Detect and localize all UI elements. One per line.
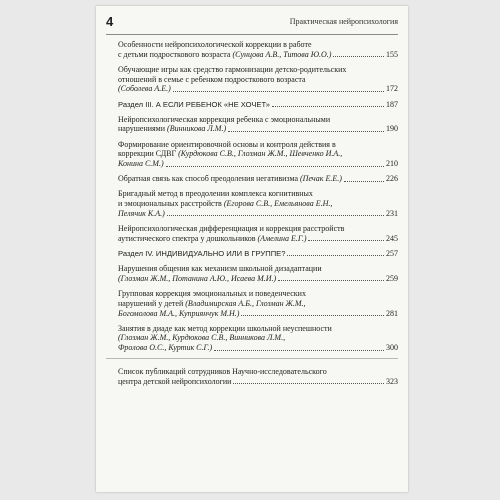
toc-page-number: 172 <box>386 84 398 94</box>
toc-line <box>118 377 398 387</box>
toc-line <box>118 149 398 159</box>
toc-page-number: 155 <box>386 49 398 59</box>
toc-line-text <box>118 333 285 343</box>
toc-line <box>118 100 398 110</box>
toc-authors: Пелячик К.А.) <box>118 208 165 218</box>
toc-line-text <box>118 324 332 334</box>
toc-page-number: 257 <box>386 248 398 258</box>
dot-leader <box>241 309 384 316</box>
toc-authors: (Печак Е.Е.) <box>300 174 342 184</box>
toc-title-text: Раздел IV. ИНДИВИДУАЛЬНО ИЛИ В ГРУППЕ? <box>118 248 286 258</box>
dot-leader <box>214 343 384 350</box>
toc-line-text <box>118 149 342 159</box>
toc-title-text: Обучающие игры как средство гармонизации детско-родительских <box>118 64 347 74</box>
toc-entry <box>118 140 398 169</box>
header-rule <box>106 34 398 35</box>
toc-line <box>118 289 398 299</box>
toc-title-text: Бригадный метод в преодолении комплекса когнитивных <box>118 189 313 199</box>
toc-page-number: 231 <box>386 208 398 218</box>
dot-leader <box>228 124 384 131</box>
toc-title-text: нарушений у детей <box>118 298 186 308</box>
toc-line <box>118 234 398 244</box>
toc-line <box>118 333 398 343</box>
toc-page-number: 187 <box>386 99 398 109</box>
toc-title-text: Раздел III. А ЕСЛИ РЕБЕНОК «НЕ ХОЧЕТ» <box>118 99 270 109</box>
toc-line <box>118 343 398 353</box>
toc-line <box>118 124 398 134</box>
toc-authors: (Глозман Ж.М., Курдюкова С.В., Винникова Л.М., <box>118 333 286 343</box>
toc-authors: (Винникова Л.М.) <box>167 124 227 134</box>
toc-line-text <box>118 377 231 387</box>
toc-line <box>118 65 398 75</box>
toc-page-number: 245 <box>386 233 398 243</box>
toc-line-text <box>118 174 342 184</box>
toc-line <box>118 264 398 274</box>
toc-title-text: Занятия в диаде как метод коррекции школьной неуспешности <box>118 323 332 333</box>
toc-line <box>118 50 398 60</box>
toc-page-number: 300 <box>386 343 398 353</box>
toc-line-text <box>118 343 212 353</box>
toc-entry <box>118 289 398 318</box>
toc-page-number: 259 <box>386 273 398 283</box>
toc-title-text: Формирование ориентировочной основы и контроля действия в <box>118 139 336 149</box>
toc-title-text: аутистического спектра у дошкольников <box>118 233 258 243</box>
toc-line <box>118 224 398 234</box>
toc-line-text <box>118 84 171 94</box>
dot-leader <box>272 100 384 107</box>
toc-page-number: 226 <box>386 174 398 184</box>
toc-line <box>118 75 398 85</box>
toc-title-text: и эмоциональных расстройств <box>118 199 224 209</box>
toc-title-text: отношений в семье с ребенком подросткового возраста <box>118 74 306 84</box>
toc-entry <box>118 115 398 135</box>
toc-entry <box>118 264 398 284</box>
toc-page-number: 210 <box>386 159 398 169</box>
dot-leader <box>287 249 384 256</box>
toc-line <box>118 209 398 219</box>
toc-line-text <box>118 65 346 75</box>
dot-leader <box>173 84 384 91</box>
dot-leader <box>166 159 384 166</box>
toc-line <box>118 249 398 259</box>
dot-leader <box>278 274 384 281</box>
toc-line <box>118 367 398 377</box>
toc-title-text: Нарушения общения как механизм школьной дизадаптации <box>118 264 322 274</box>
toc-authors: (Егорова С.В., Емельянова Е.Н., <box>223 199 333 209</box>
table-of-contents <box>118 40 398 392</box>
toc-line-text <box>118 309 239 319</box>
toc-line <box>118 199 398 209</box>
dot-leader <box>344 174 384 181</box>
toc-line-text <box>118 234 306 244</box>
toc-line <box>118 174 398 184</box>
toc-title-text: Нейропсихологическая дифференциация и коррекция расстройств <box>118 224 345 234</box>
toc-line-text <box>118 115 330 125</box>
toc-entry <box>118 40 398 60</box>
toc-authors: (Владимирская А.Б., Глозман Ж.М., <box>185 298 306 308</box>
toc-title-text: центра детской нейропсихологии <box>118 377 232 387</box>
toc-entry <box>118 189 398 218</box>
toc-line-text <box>118 100 270 110</box>
toc-line <box>118 309 398 319</box>
toc-authors: (Курдюкова С.В., Глозман Ж.М., Шевченко И.А., <box>178 149 343 159</box>
toc-line-text <box>118 140 336 150</box>
toc-line-text <box>118 289 306 299</box>
toc-section-heading <box>118 249 398 259</box>
toc-line-text <box>118 274 276 284</box>
toc-authors: Фролова О.С., Куртик С.Г.) <box>118 343 213 353</box>
toc-line <box>118 159 398 169</box>
toc-line-text <box>118 224 344 234</box>
toc-line-text <box>118 40 312 50</box>
dot-leader <box>333 50 384 57</box>
toc-authors: Конина С.М.) <box>118 159 164 169</box>
toc-title-text: Нейропсихологическая коррекция ребенка с эмоциональными <box>118 114 331 124</box>
dot-leader <box>233 377 384 384</box>
toc-title-text: с детьми подросткового возраста <box>118 49 233 59</box>
toc-line <box>118 299 398 309</box>
toc-title-text: Особенности нейропсихологической коррекции в работе <box>118 40 312 49</box>
running-title: Практическая нейропсихология <box>289 17 398 26</box>
toc-page-number: 323 <box>386 377 398 387</box>
toc-page-number: 190 <box>386 124 398 134</box>
toc-entry <box>118 65 398 94</box>
toc-line <box>118 115 398 125</box>
toc-line <box>118 324 398 334</box>
toc-title-text: Групповая коррекция эмоциональных и поведенческих <box>118 288 306 298</box>
toc-line-text <box>118 367 327 377</box>
toc-line-text <box>118 199 332 209</box>
toc-line-text <box>118 209 165 219</box>
toc-line-text <box>118 159 164 169</box>
page-header <box>106 14 398 30</box>
dot-leader <box>308 234 384 241</box>
toc-title-text: Список публикаций сотрудников Научно-исследовательского <box>118 367 327 377</box>
toc-authors: (Глозман Ж.М., Потанина А.Ю., Исаева М.И.) <box>118 273 277 283</box>
toc-entry <box>118 367 398 387</box>
toc-line <box>118 140 398 150</box>
toc-section-heading <box>118 100 398 110</box>
toc-title-text: коррекции СДВГ <box>118 149 179 159</box>
toc-line <box>118 84 398 94</box>
page-number: 4 <box>106 14 114 29</box>
toc-entry <box>118 224 398 244</box>
toc-line-text <box>118 75 306 85</box>
toc-line-text <box>118 124 226 134</box>
toc-line-text <box>118 264 322 274</box>
toc-line-text <box>118 189 313 199</box>
toc-authors: (Сунцова А.В., Титова Ю.О.) <box>232 49 332 59</box>
section-divider <box>106 358 398 359</box>
toc-page-number: 281 <box>386 308 398 318</box>
toc-title-text: нарушениями <box>118 124 168 134</box>
toc-entry <box>118 174 398 184</box>
book-page <box>96 6 408 492</box>
toc-line <box>118 189 398 199</box>
toc-authors: (Соболева А.Е.) <box>118 84 171 94</box>
dot-leader <box>167 209 384 216</box>
toc-entry <box>118 324 398 353</box>
toc-title-text: Обратная связь как способ преодоления негативизма <box>118 174 301 184</box>
toc-authors: (Амелина Е.Г.) <box>257 233 307 243</box>
toc-line-text <box>118 299 306 309</box>
toc-line-text <box>118 249 285 259</box>
toc-line <box>118 274 398 284</box>
toc-line-text <box>118 50 331 60</box>
toc-line <box>118 40 398 50</box>
toc-authors: Богомолова М.А., Куприянчук М.Н.) <box>118 308 240 318</box>
